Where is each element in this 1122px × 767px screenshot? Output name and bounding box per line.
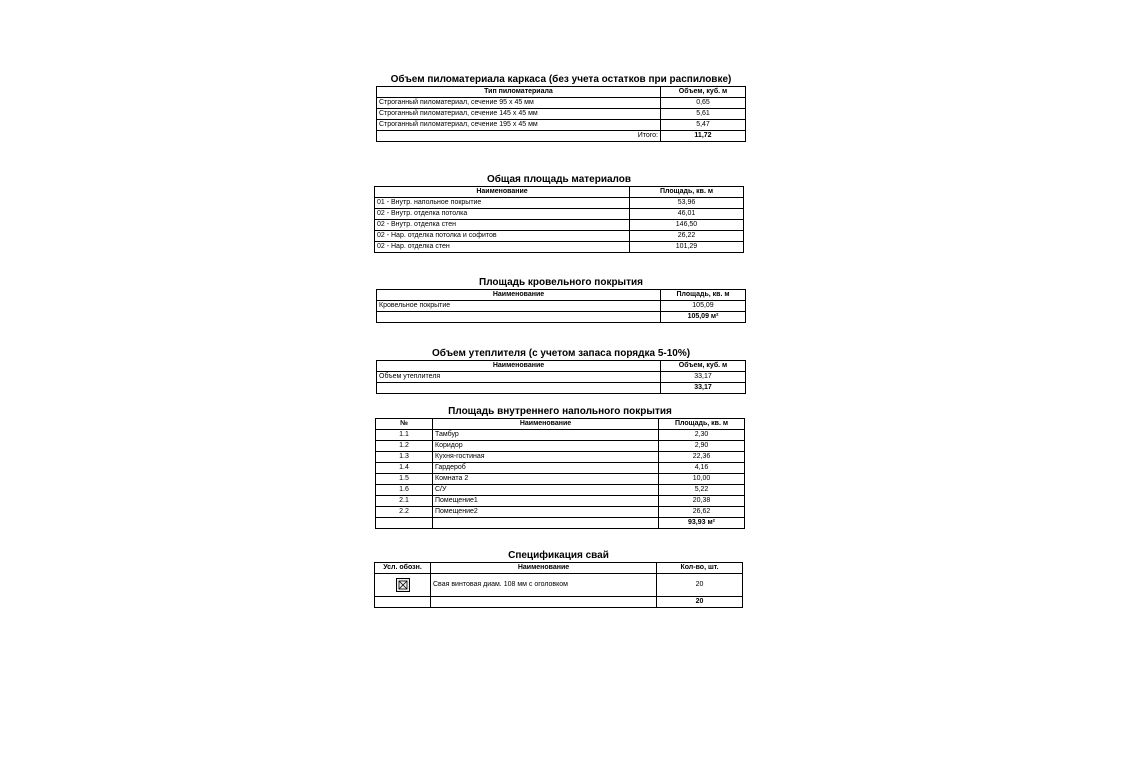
cell-name: Комната 2 — [433, 474, 659, 485]
total-row — [376, 518, 745, 529]
column-header: Кол-во, шт. — [657, 563, 743, 574]
insulation-section — [376, 348, 746, 394]
cell-value: 26,22 — [630, 231, 744, 242]
total-empty-cell — [375, 597, 431, 608]
cell-value: 20 — [657, 574, 743, 597]
materials-section — [374, 174, 744, 253]
cell-number: 1.1 — [376, 430, 433, 441]
total-value: 105,09 м² — [661, 312, 746, 323]
materials-table — [374, 186, 744, 253]
cell-number: 2.2 — [376, 507, 433, 518]
table-header-row — [377, 361, 746, 372]
cell-name: Кровельное покрытие — [377, 301, 661, 312]
table-header-row — [377, 87, 746, 98]
column-header: Наименование — [431, 563, 657, 574]
cell-value: 5,22 — [659, 485, 745, 496]
floor-table — [375, 418, 745, 529]
cell-number: 1.2 — [376, 441, 433, 452]
cell-name: Помещение1 — [433, 496, 659, 507]
table-row — [377, 98, 746, 109]
piles-section — [374, 550, 743, 608]
cell-value: 105,09 — [661, 301, 746, 312]
cell-value: 146,50 — [630, 220, 744, 231]
column-header: Площадь, кв. м — [661, 290, 746, 301]
roof-section — [376, 277, 746, 323]
cell-name: Помещение2 — [433, 507, 659, 518]
column-header: Площадь, кв. м — [659, 419, 745, 430]
total-row — [377, 383, 746, 394]
cell-name: 02 - Внутр. отделка потолка — [375, 209, 630, 220]
total-empty-cell — [377, 312, 661, 323]
total-row — [377, 312, 746, 323]
cell-value: 5,61 — [661, 109, 746, 120]
cell-name: 02 - Внутр. отделка стен — [375, 220, 630, 231]
total-row — [375, 597, 743, 608]
table-row — [376, 441, 745, 452]
cell-number: 2.1 — [376, 496, 433, 507]
cell-value: 101,29 — [630, 242, 744, 253]
column-header: Наименование — [433, 419, 659, 430]
total-row — [377, 131, 746, 142]
table-row — [377, 109, 746, 120]
cell-value: 20,38 — [659, 496, 745, 507]
cell-name: Коридор — [433, 441, 659, 452]
column-header: Наименование — [377, 361, 661, 372]
table-row — [376, 507, 745, 518]
cell-name: Строганный пиломатериал, сечение 95 х 45 мм — [377, 98, 661, 109]
cell-number: 1.5 — [376, 474, 433, 485]
table-row — [377, 372, 746, 383]
cell-name: 01 - Внутр. напольное покрытие — [375, 198, 630, 209]
total-empty-cell — [431, 597, 657, 608]
column-header: Наименование — [375, 187, 630, 198]
table-row — [376, 496, 745, 507]
cell-symbol — [375, 574, 431, 597]
table-header-row — [375, 187, 744, 198]
roof-title: Площадь кровельного покрытия — [479, 277, 643, 288]
table-row — [377, 301, 746, 312]
table-row — [376, 452, 745, 463]
cell-value: 2,30 — [659, 430, 745, 441]
table-row — [376, 485, 745, 496]
column-header: Объем, куб. м — [661, 361, 746, 372]
total-value: 33,17 — [661, 383, 746, 394]
roof-table — [376, 289, 746, 323]
table-row — [375, 574, 743, 597]
column-header: Наименование — [377, 290, 661, 301]
cell-value: 22,36 — [659, 452, 745, 463]
pile-symbol-icon — [396, 578, 410, 592]
piles-table — [374, 562, 743, 608]
column-header: Тип пиломатериала — [377, 87, 661, 98]
table-header-row — [376, 419, 745, 430]
cell-name: Свая винтовая диам. 108 мм с оголовком — [431, 574, 657, 597]
total-empty-cell — [376, 518, 433, 529]
cell-value: 33,17 — [661, 372, 746, 383]
table-header-row — [377, 290, 746, 301]
lumber-section — [376, 74, 746, 142]
floor-title: Площадь внутреннего напольного покрытия — [448, 406, 672, 417]
table-header-row — [375, 563, 743, 574]
total-empty-cell — [377, 383, 661, 394]
cell-name: Гардероб — [433, 463, 659, 474]
table-row — [376, 463, 745, 474]
cell-value: 53,96 — [630, 198, 744, 209]
cell-value: 4,16 — [659, 463, 745, 474]
table-row — [375, 231, 744, 242]
cell-name: Тамбур — [433, 430, 659, 441]
cell-value: 0,65 — [661, 98, 746, 109]
total-value: 11,72 — [661, 131, 746, 142]
table-row — [376, 474, 745, 485]
cell-name: Объем утеплителя — [377, 372, 661, 383]
table-row — [375, 242, 744, 253]
piles-title: Спецификация свай — [508, 550, 609, 561]
column-header: № — [376, 419, 433, 430]
cell-name: 02 - Нар. отделка стен — [375, 242, 630, 253]
column-header: Площадь, кв. м — [630, 187, 744, 198]
cell-number: 1.3 — [376, 452, 433, 463]
table-row — [376, 430, 745, 441]
total-empty-cell — [433, 518, 659, 529]
cell-value: 26,62 — [659, 507, 745, 518]
lumber-table — [376, 86, 746, 142]
lumber-title: Объем пиломатериала каркаса (без учета остатков при распиловке) — [390, 74, 732, 85]
floor-section — [375, 406, 745, 529]
total-label: Итого: — [377, 131, 661, 142]
column-header: Усл. обозн. — [375, 563, 431, 574]
table-row — [375, 198, 744, 209]
total-value: 20 — [657, 597, 743, 608]
cell-value: 5,47 — [661, 120, 746, 131]
table-row — [375, 220, 744, 231]
materials-title: Общая площадь материалов — [486, 174, 632, 185]
cell-value: 46,01 — [630, 209, 744, 220]
cell-name: Кухня-гостиная — [433, 452, 659, 463]
cell-name: Строганный пиломатериал, сечение 195 х 45 мм — [377, 120, 661, 131]
cell-name: С/У — [433, 485, 659, 496]
insulation-table — [376, 360, 746, 394]
cell-value: 10,00 — [659, 474, 745, 485]
table-row — [375, 209, 744, 220]
cell-number: 1.6 — [376, 485, 433, 496]
table-row — [377, 120, 746, 131]
cell-value: 2,90 — [659, 441, 745, 452]
column-header: Объем, куб. м — [661, 87, 746, 98]
cell-number: 1.4 — [376, 463, 433, 474]
total-value: 93,93 м² — [659, 518, 745, 529]
insulation-title: Объем утеплителя (с учетом запаса порядка 5-10%) — [431, 348, 691, 359]
cell-name: Строганный пиломатериал, сечение 145 х 45 мм — [377, 109, 661, 120]
cell-name: 02 - Нар. отделка потолка и софитов — [375, 231, 630, 242]
